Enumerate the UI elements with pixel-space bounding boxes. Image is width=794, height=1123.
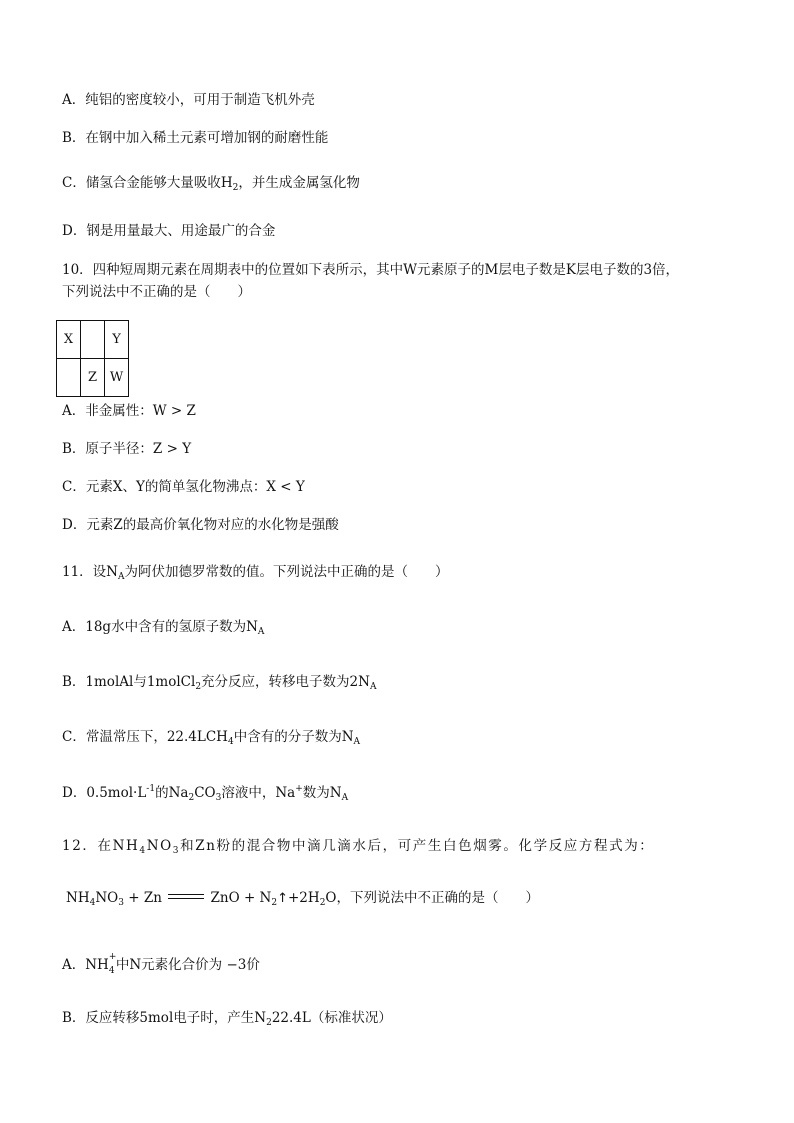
q10-stem-line1: 10．四种短周期元素在周期表中的位置如下表所示，其中W元素原子的M层电子数是K层电子数的3倍， <box>62 262 680 278</box>
text: 12．在NH <box>62 838 140 854</box>
subscript: 4 <box>139 846 147 856</box>
text: D．0.5mol·L <box>62 785 147 801</box>
subscript: 2 <box>188 793 195 803</box>
subscript: 3 <box>118 898 124 908</box>
q11-option-b <box>62 672 376 692</box>
text: 的Na <box>155 785 189 801</box>
q12-option-a <box>62 952 260 976</box>
text: 为阿伏加德罗常数的值。下列说法中正确的是（ ） <box>124 564 449 580</box>
text: NO <box>146 838 173 854</box>
subscript: 2 <box>266 1018 272 1028</box>
subscript: 2 <box>271 898 278 908</box>
superscript: + <box>295 784 303 794</box>
text: ，下列说法中不正确的是（ ） <box>336 890 539 906</box>
text: O <box>325 890 337 906</box>
subscript: 2 <box>195 682 202 692</box>
text: C．常温常压下，22.4LCH <box>62 729 228 745</box>
charge-stack <box>108 952 117 976</box>
table-cell: Z <box>81 359 105 397</box>
subscript: 4 <box>227 737 234 747</box>
table-row <box>57 359 129 397</box>
text: +2H <box>288 890 320 906</box>
text: CO <box>194 785 216 801</box>
text: 中N元素化合价为 −3价 <box>115 957 260 973</box>
text: 22.4L（标准状况） <box>271 1010 392 1026</box>
q10-option-d: D．元素Z的最高价氧化物对应的水化物是强酸 <box>62 517 339 533</box>
subscript: 2 <box>319 898 326 908</box>
superscript: -1 <box>146 784 156 794</box>
text: 数为N <box>302 785 342 801</box>
q11-option-c <box>62 727 360 747</box>
subscript: 3 <box>172 846 181 856</box>
table-cell: Y <box>105 321 129 359</box>
text: B．1molAl与1molCl <box>62 674 196 690</box>
subscript: 4 <box>108 966 115 976</box>
text: ZnO + N <box>206 890 272 906</box>
text: ，并生成金属氢化物 <box>238 175 360 191</box>
text: B．反应转移5mol电子时，产生N <box>62 1010 267 1026</box>
table-cell: X <box>57 321 81 359</box>
equals-sign-double-bar <box>168 894 204 899</box>
superscript: + <box>108 952 117 962</box>
subscript: A <box>257 627 265 637</box>
text: NH <box>66 890 90 906</box>
subscript: A <box>353 737 361 747</box>
q10-option-a: A．非金属性：W > Z <box>62 403 196 419</box>
subscript: A <box>369 682 377 692</box>
q9-option-c <box>62 173 360 193</box>
q9-option-a: A．纯铝的密度较小，可用于制造飞机外壳 <box>62 92 315 108</box>
table-cell: W <box>105 359 129 397</box>
q10-option-c: C．元素X、Y的简单氢化物沸点：X < Y <box>62 479 305 495</box>
text: NO <box>95 890 119 906</box>
table-cell <box>81 321 105 359</box>
subscript: A <box>118 572 125 582</box>
text: 和Zn粉的混合物中滴几滴水后，可产生白色烟雾。化学反应方程式为： <box>180 838 655 854</box>
q10-option-b: B．原子半径：Z > Y <box>62 441 192 457</box>
gas-arrow-icon: ↑ <box>277 891 288 906</box>
q9-option-b: B．在钢中加入稀土元素可增加钢的耐磨性能 <box>62 130 329 146</box>
q11-option-a <box>62 617 264 637</box>
text: 中含有的分子数为N <box>233 729 354 745</box>
q11-stem <box>62 562 449 582</box>
subscript: 2 <box>232 183 239 193</box>
subscript: 3 <box>215 793 222 803</box>
periodic-table-fragment <box>56 320 129 397</box>
q11-option-d <box>62 783 348 803</box>
subscript: A <box>341 793 349 803</box>
text: 充分反应，转移电子数为2N <box>201 674 370 690</box>
table-row <box>57 321 129 359</box>
q10-stem-line2: 下列说法中不正确的是（ ） <box>62 284 251 300</box>
text: A．NH <box>62 957 109 973</box>
q12-stem <box>62 836 654 856</box>
table-cell <box>57 359 81 397</box>
text: + Zn <box>123 890 167 906</box>
text: 溶液中，Na <box>221 785 296 801</box>
q12-option-b <box>62 1008 392 1028</box>
text: C．储氢合金能够大量吸收H <box>62 175 233 191</box>
q10-stem <box>62 259 738 303</box>
q9-option-d: D．钢是用量最大、用途最广的合金 <box>62 223 276 239</box>
q12-equation <box>66 888 539 909</box>
text: 11．设N <box>62 564 118 580</box>
text: A．18g水中含有的氢原子数为N <box>62 619 258 635</box>
subscript: 4 <box>89 898 96 908</box>
